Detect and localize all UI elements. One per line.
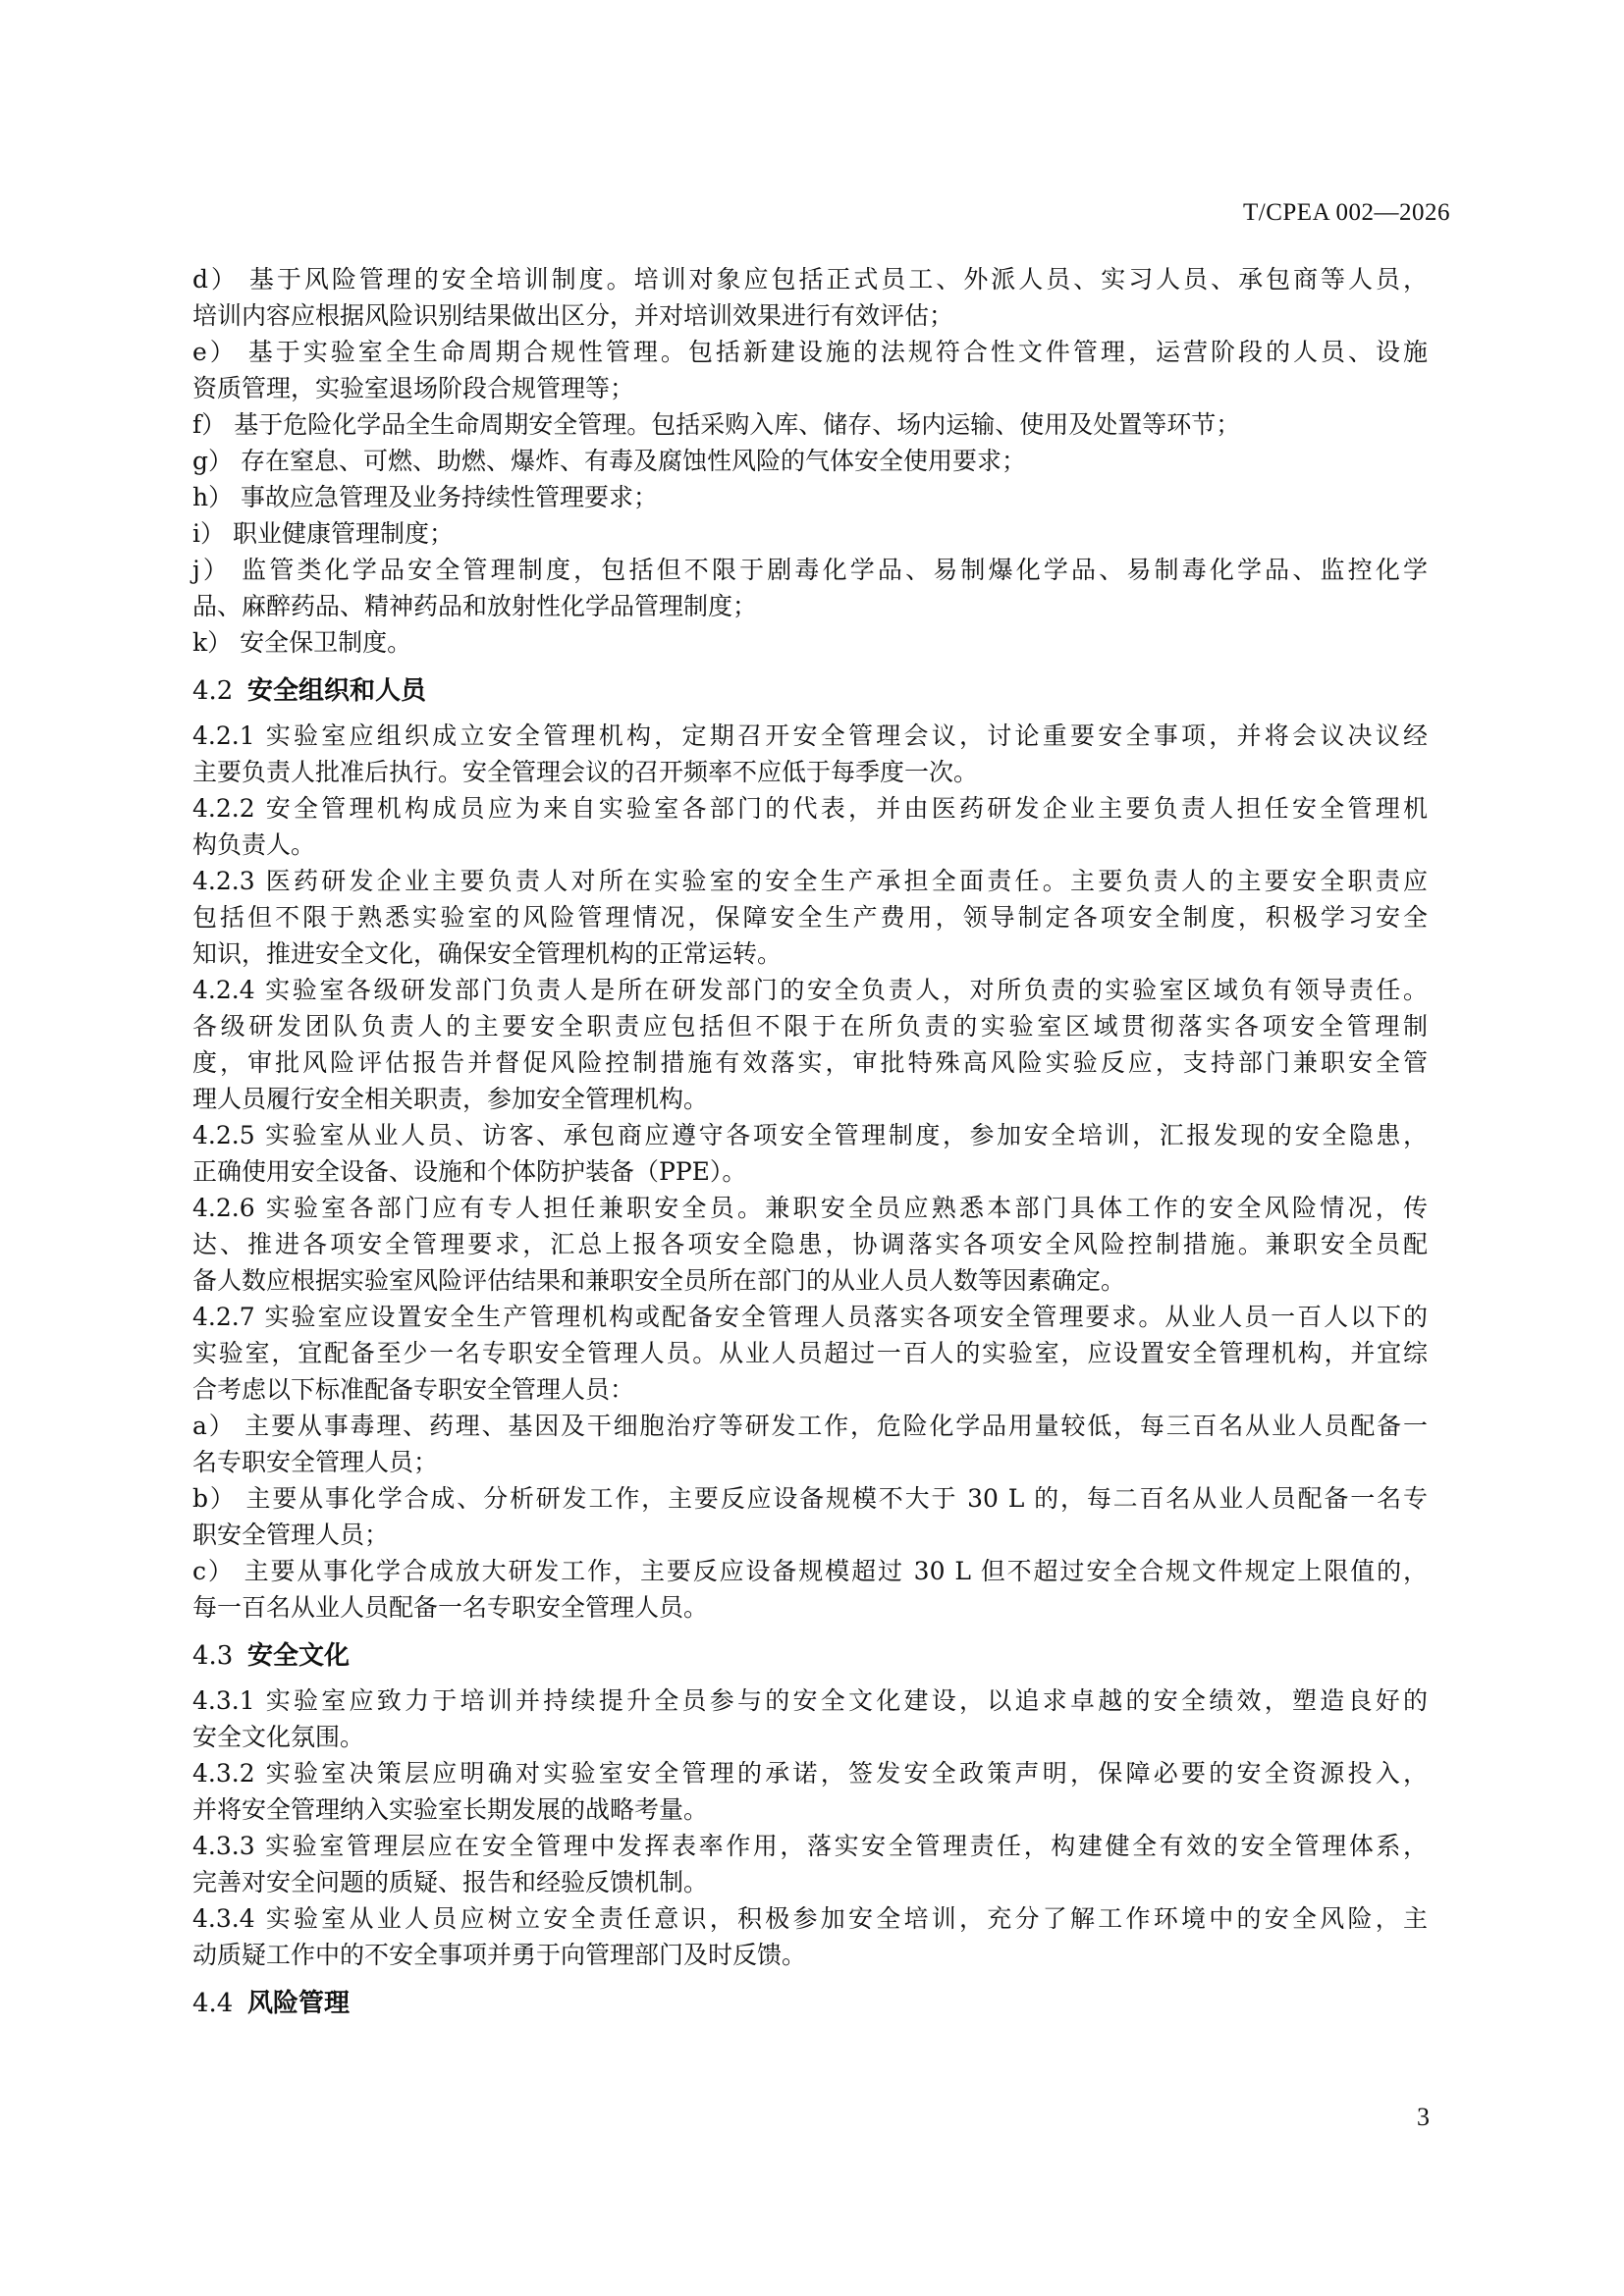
text-line: 合考虑以下标准配备专职安全管理人员： <box>192 1375 635 1404</box>
document-body <box>192 261 1428 2030</box>
text-line: 备人数应根据实验室风险评估结果和兼职安全员所在部门的从业人员人数等因素确定。 <box>192 1266 1126 1295</box>
text-line: 每一百名从业人员配备一名专职安全管理人员。 <box>192 1593 709 1622</box>
text-line: 4.3.3 实验室管理层应在安全管理中发挥表率作用，落实安全管理责任，构建健全有效的安全管理体系， <box>192 1832 1428 1860</box>
text-line: 4.3.4 实验室从业人员应树立安全责任意识，积极参加安全培训，充分了解工作环境中的安全风险，主 <box>192 1904 1428 1933</box>
text-line: j） 监管类化学品安全管理制度，包括但不限于剧毒化学品、易制爆化学品、易制毒化学品、监控化学 <box>192 556 1428 584</box>
text-line: 动质疑工作中的不安全事项并勇于向管理部门及时反馈。 <box>192 1941 807 1969</box>
document-code: T/CPEA 002—2026 <box>1243 199 1450 226</box>
text-line: 4.2.6 实验室各部门应有专人担任兼职安全员。兼职安全员应熟悉本部门具体工作的安全风险情况，传 <box>192 1194 1428 1222</box>
text-line: b） 主要从事化学合成、分析研发工作，主要反应设备规模不大于 30 L 的，每二百名从业人员配备一名专 <box>192 1484 1428 1513</box>
paragraph <box>192 790 1428 863</box>
paragraph <box>192 718 1428 790</box>
section-number: 4.3 <box>192 1641 234 1671</box>
text-line: 正确使用安全设备、设施和个体防护装备（PPE）。 <box>192 1157 747 1186</box>
text-line: 安全文化氛围。 <box>192 1723 365 1751</box>
text-line: 职安全管理人员； <box>192 1521 390 1549</box>
section-number: 4.2 <box>192 676 234 706</box>
section-heading <box>192 1637 1428 1675</box>
paragraph <box>192 406 1428 443</box>
section-title: 风险管理 <box>247 1989 351 2018</box>
text-line: k） 安全保卫制度。 <box>192 628 412 657</box>
text-line: 4.2.1 实验室应组织成立安全管理机构，定期召开安全管理会议，讨论重要安全事项，并将会议决议经 <box>192 721 1428 750</box>
text-line: h） 事故应急管理及业务持续性管理要求； <box>192 483 659 511</box>
paragraph <box>192 1828 1428 1900</box>
paragraph <box>192 1755 1428 1828</box>
text-line: i） 职业健康管理制度； <box>192 519 454 548</box>
text-line: 资质管理，实验室退场阶段合规管理等； <box>192 374 635 402</box>
paragraph <box>192 1299 1428 1408</box>
text-line: 名专职安全管理人员； <box>192 1448 439 1476</box>
section-heading <box>192 672 1428 710</box>
text-line: 构负责人。 <box>192 830 316 859</box>
text-line: 达、推进各项安全管理要求，汇总上报各项安全隐患，协调落实各项安全风险控制措施。兼职安全员配 <box>192 1230 1428 1258</box>
text-line: 完善对安全问题的质疑、报告和经验反馈机制。 <box>192 1868 709 1896</box>
text-line: 度，审批风险评估报告并督促风险控制措施有效落实，审批特殊高风险实验反应，支持部门兼职安全管 <box>192 1048 1428 1077</box>
text-line: 4.2.5 实验室从业人员、访客、承包商应遵守各项安全管理制度，参加安全培训，汇报发现的安全隐患， <box>192 1121 1428 1149</box>
paragraph <box>192 1190 1428 1299</box>
paragraph <box>192 479 1428 515</box>
section-heading <box>192 1985 1428 2022</box>
text-line: 主要负责人批准后执行。安全管理会议的召开频率不应低于每季度一次。 <box>192 758 979 786</box>
section-title: 安全文化 <box>247 1641 351 1671</box>
text-line: d） 基于风险管理的安全培训制度。培训对象应包括正式员工、外派人员、实习人员、承包商等人员， <box>192 265 1428 294</box>
text-line: 各级研发团队负责人的主要安全职责应包括但不限于在所负责的实验室区域贯彻落实各项安全管理制 <box>192 1012 1428 1041</box>
text-line: 4.2.4 实验室各级研发部门负责人是所在研发部门的安全负责人，对所负责的实验室区域负有领导责任。 <box>192 976 1428 1004</box>
paragraph <box>192 1900 1428 1973</box>
text-line: c） 主要从事化学合成放大研发工作，主要反应设备规模超过 30 L 但不超过安全合规文件规定上限值的， <box>192 1557 1428 1585</box>
text-line: 4.2.7 实验室应设置安全生产管理机构或配备安全管理人员落实各项安全管理要求。从业人员一百人以下的 <box>192 1303 1428 1331</box>
section-title: 安全组织和人员 <box>247 676 427 706</box>
paragraph <box>192 443 1428 479</box>
text-line: 4.3.2 实验室决策层应明确对实验室安全管理的承诺，签发安全政策声明，保障必要的安全资源投入， <box>192 1759 1428 1788</box>
text-line: a） 主要从事毒理、药理、基因及干细胞治疗等研发工作，危险化学品用量较低，每三百名从业人员配备一 <box>192 1412 1428 1440</box>
paragraph <box>192 1117 1428 1190</box>
paragraph <box>192 624 1428 661</box>
section-number: 4.4 <box>192 1989 234 2018</box>
text-line: 包括但不限于熟悉实验室的风险管理情况，保障安全生产费用，领导制定各项安全制度，积极学习安全 <box>192 903 1428 932</box>
text-line: f） 基于危险化学品全生命周期安全管理。包括采购入库、储存、场内运输、使用及处置等环节； <box>192 410 1241 439</box>
paragraph <box>192 261 1428 334</box>
text-line: 4.2.3 医药研发企业主要负责人对所在实验室的安全生产承担全面责任。主要负责人的主要安全职责应 <box>192 867 1428 895</box>
text-line: e） 基于实验室全生命周期合规性管理。包括新建设施的法规符合性文件管理，运营阶段的人员、设施 <box>192 338 1428 366</box>
text-line: g） 存在窒息、可燃、助燃、爆炸、有毒及腐蚀性风险的气体安全使用要求； <box>192 447 1026 475</box>
paragraph <box>192 1480 1428 1553</box>
page-number: 3 <box>1417 2103 1430 2131</box>
paragraph <box>192 1553 1428 1626</box>
paragraph <box>192 515 1428 552</box>
text-line: 知识，推进安全文化，确保安全管理机构的正常运转。 <box>192 939 783 968</box>
text-line: 理人员履行安全相关职责，参加安全管理机构。 <box>192 1085 709 1113</box>
text-line: 实验室，宜配备至少一名专职安全管理人员。从业人员超过一百人的实验室，应设置安全管理机构，并宜综 <box>192 1339 1428 1367</box>
paragraph <box>192 1408 1428 1480</box>
paragraph <box>192 552 1428 624</box>
text-line: 4.2.2 安全管理机构成员应为来自实验室各部门的代表，并由医药研发企业主要负责人担任安全管理机 <box>192 794 1428 823</box>
text-line: 培训内容应根据风险识别结果做出区分，并对培训效果进行有效评估； <box>192 301 954 330</box>
paragraph <box>192 334 1428 406</box>
paragraph <box>192 863 1428 972</box>
text-line: 品、麻醉药品、精神药品和放射性化学品管理制度； <box>192 592 758 620</box>
text-line: 4.3.1 实验室应致力于培训并持续提升全员参与的安全文化建设，以追求卓越的安全绩效，塑造良好的 <box>192 1686 1428 1715</box>
paragraph <box>192 1682 1428 1755</box>
text-line: 并将安全管理纳入实验室长期发展的战略考量。 <box>192 1795 709 1824</box>
paragraph <box>192 972 1428 1117</box>
